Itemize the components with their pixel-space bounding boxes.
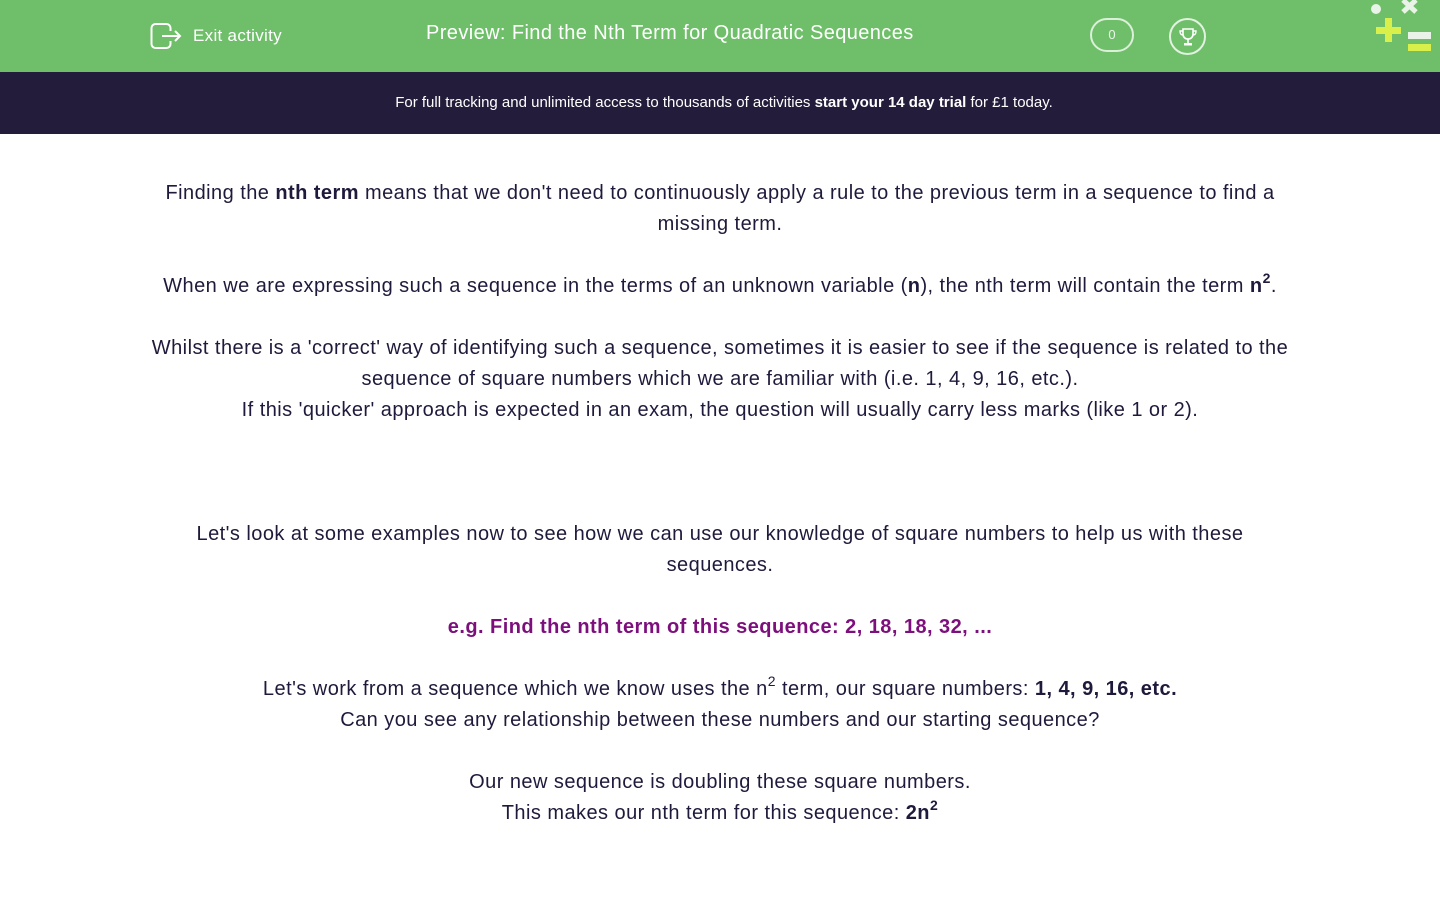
exit-icon [150, 22, 183, 50]
trial-banner [0, 72, 1440, 134]
banner-text-end: for £1 today. [966, 94, 1053, 111]
relationship-question: Can you see any relationship between these numbers and our starting sequence? [340, 709, 1100, 731]
score-counter: 0 [1090, 18, 1134, 52]
trophy-button[interactable] [1169, 18, 1206, 55]
answer-term: $2n^2$ [905, 797, 939, 824]
square-numbers-paragraph: Whilst there is a 'correct' way of identifying such a sequence, sometimes it is easier to see if the sequence is related to the sequence of square numbers which we are familiar with (i.e. 1, 4, 9, 16, etc.). [151, 337, 1289, 390]
square-numbers-list: 1, 4, 9, 16, etc. [1034, 678, 1178, 700]
trial-link[interactable]: start your 14 day trial [814, 94, 967, 111]
nth-term-highlight: nth term [275, 182, 359, 204]
banner-text: For full tracking and unlimited access to thousands of activities [395, 94, 815, 111]
trophy-icon [1177, 26, 1199, 48]
intro-paragraph: Finding the nth term means that we don't need to continuously apply a rule to the previous term in a sequence to find a missing term. [165, 182, 1275, 235]
n-squared-term: $n^2$ [1249, 270, 1271, 297]
edplace-logo-icon [1366, 0, 1440, 60]
variable-paragraph: When we are expressing such a sequence in the terms of an unknown variable (n), the nth term will contain the term $n^2$. [163, 270, 1277, 297]
answer-paragraph: This makes our nth term for this sequence: $2n^2$ [501, 797, 939, 824]
square-sequence-paragraph: Let's work from a sequence which we know uses the $n^2$ term, our square numbers: 1, 4, 9, 16, etc. [262, 673, 1178, 700]
exit-activity-label: Exit activity [193, 26, 282, 45]
exit-activity-button[interactable] [150, 20, 282, 52]
doubling-paragraph: Our new sequence is doubling these square numbers. [469, 771, 971, 793]
example-heading: e.g. Find the nth term of this sequence: 2, 18, 18, 32, ... [447, 616, 993, 638]
top-bar [0, 0, 1440, 72]
page-title: Preview: Find the Nth Term for Quadratic Sequences [426, 22, 914, 44]
examples-intro-paragraph: Let's look at some examples now to see how we can use our knowledge of square numbers to help us with these sequences. [196, 523, 1244, 576]
variable-n: n [907, 275, 921, 297]
exam-note-paragraph: If this 'quicker' approach is expected in an exam, the question will usually carry less marks (like 1 or 2). [241, 399, 1199, 421]
lesson-content [150, 178, 1290, 829]
